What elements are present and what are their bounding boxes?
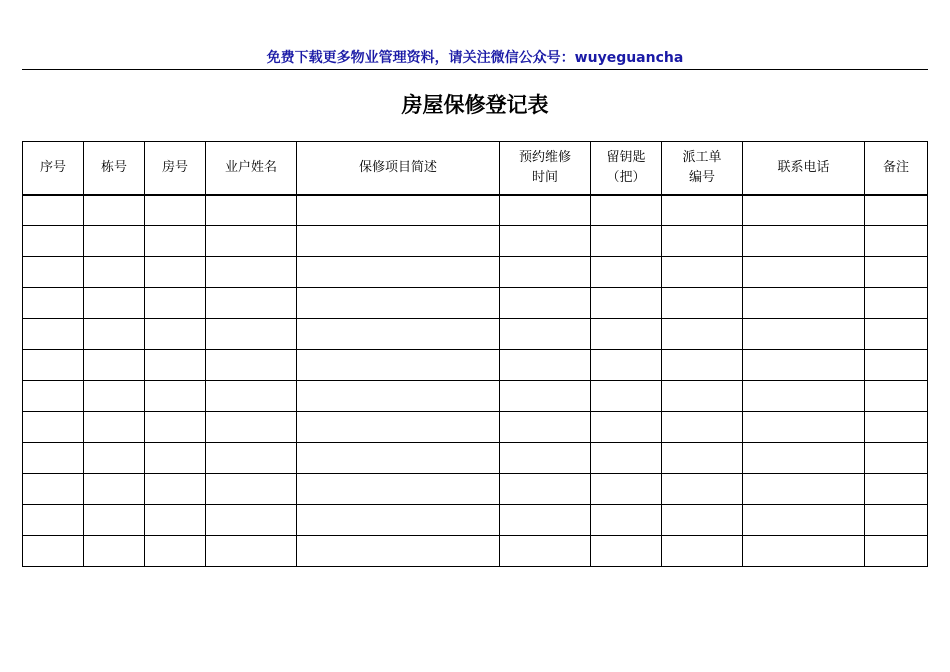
table-cell-seq (23, 443, 84, 474)
column-header-line: 编号 (688, 169, 715, 185)
table-cell-owner (206, 195, 297, 226)
table-cell-appointment (500, 381, 591, 412)
table-cell-owner (206, 319, 297, 350)
table-row (23, 381, 928, 412)
table-cell-phone (743, 288, 865, 319)
table-cell-building (84, 226, 145, 257)
table-cell-appointment (500, 257, 591, 288)
table-cell-keys (591, 443, 662, 474)
table-cell-seq (23, 505, 84, 536)
repair-register-table (22, 141, 928, 567)
table-cell-building (84, 536, 145, 567)
table-cell-building (84, 505, 145, 536)
table-cell-phone (743, 505, 865, 536)
table-cell-appointment (500, 412, 591, 443)
table-row (23, 443, 928, 474)
table-cell-items (297, 505, 500, 536)
column-header-appointment (500, 142, 591, 195)
table-cell-appointment (500, 288, 591, 319)
table-cell-room (145, 505, 206, 536)
table-cell-owner (206, 412, 297, 443)
table-cell-owner (206, 257, 297, 288)
table-cell-work_order (662, 443, 743, 474)
table-cell-remarks (865, 226, 928, 257)
table-cell-room (145, 319, 206, 350)
table-row (23, 412, 928, 443)
table-cell-room (145, 195, 206, 226)
table-cell-seq (23, 474, 84, 505)
table-cell-remarks (865, 195, 928, 226)
table-cell-building (84, 257, 145, 288)
table-cell-items (297, 381, 500, 412)
table-cell-items (297, 226, 500, 257)
table-cell-building (84, 350, 145, 381)
table-cell-building (84, 412, 145, 443)
table-cell-phone (743, 443, 865, 474)
table-cell-appointment (500, 195, 591, 226)
table-cell-keys (591, 412, 662, 443)
table-cell-keys (591, 288, 662, 319)
table-cell-work_order (662, 288, 743, 319)
table-cell-keys (591, 195, 662, 226)
header-banner-account: wuyeguancha (574, 50, 684, 66)
table-cell-keys (591, 350, 662, 381)
column-header-line: 时间 (531, 169, 558, 185)
table-cell-work_order (662, 257, 743, 288)
table-row (23, 505, 928, 536)
table-row (23, 226, 928, 257)
table-cell-seq (23, 288, 84, 319)
table-cell-keys (591, 536, 662, 567)
table-cell-remarks (865, 257, 928, 288)
column-header-line: 栋号 (100, 159, 127, 175)
column-header-line: （把） (606, 169, 646, 185)
column-header-phone (743, 142, 865, 195)
table-cell-items (297, 350, 500, 381)
table-cell-remarks (865, 474, 928, 505)
table-row (23, 288, 928, 319)
table-cell-seq (23, 536, 84, 567)
table-cell-work_order (662, 505, 743, 536)
table-cell-room (145, 350, 206, 381)
table-cell-owner (206, 226, 297, 257)
column-header-work_order (662, 142, 743, 195)
table-cell-room (145, 474, 206, 505)
table-cell-items (297, 412, 500, 443)
table-cell-seq (23, 412, 84, 443)
table-cell-seq (23, 226, 84, 257)
table-cell-remarks (865, 536, 928, 567)
table-cell-building (84, 195, 145, 226)
table-cell-remarks (865, 350, 928, 381)
table-cell-phone (743, 195, 865, 226)
table-row (23, 257, 928, 288)
table-cell-appointment (500, 226, 591, 257)
table-cell-work_order (662, 412, 743, 443)
table-cell-owner (206, 381, 297, 412)
table-cell-phone (743, 412, 865, 443)
table-header-row (23, 142, 928, 195)
table-cell-items (297, 474, 500, 505)
table-body (23, 195, 928, 567)
table-cell-work_order (662, 474, 743, 505)
header-divider (22, 69, 928, 70)
table-cell-phone (743, 536, 865, 567)
table-cell-phone (743, 257, 865, 288)
table-cell-seq (23, 257, 84, 288)
table-cell-keys (591, 381, 662, 412)
table-cell-room (145, 288, 206, 319)
table-cell-room (145, 412, 206, 443)
table-row (23, 536, 928, 567)
table-cell-phone (743, 474, 865, 505)
table-cell-remarks (865, 443, 928, 474)
table-cell-keys (591, 257, 662, 288)
table-cell-items (297, 288, 500, 319)
column-header-line: 业户姓名 (224, 159, 277, 175)
table-cell-owner (206, 474, 297, 505)
column-header-line: 预约维修 (518, 149, 571, 165)
table-cell-remarks (865, 381, 928, 412)
table-cell-items (297, 257, 500, 288)
table-cell-items (297, 443, 500, 474)
table-cell-phone (743, 319, 865, 350)
table-cell-keys (591, 474, 662, 505)
table-cell-keys (591, 226, 662, 257)
table-cell-room (145, 381, 206, 412)
table-cell-owner (206, 288, 297, 319)
column-header-line: 留钥匙 (606, 149, 646, 165)
table-cell-keys (591, 319, 662, 350)
header-banner (0, 47, 950, 69)
table-cell-seq (23, 195, 84, 226)
table-cell-owner (206, 443, 297, 474)
table-cell-appointment (500, 319, 591, 350)
table-cell-items (297, 536, 500, 567)
column-header-line: 派工单 (682, 149, 722, 165)
table-cell-owner (206, 536, 297, 567)
table-row (23, 350, 928, 381)
table-cell-items (297, 319, 500, 350)
table-cell-seq (23, 319, 84, 350)
table-cell-room (145, 536, 206, 567)
column-header-building (84, 142, 145, 195)
table-cell-appointment (500, 536, 591, 567)
header-banner-prefix: 免费下载更多物业管理资料，请关注微信公众号： (266, 50, 575, 66)
column-header-remarks (865, 142, 928, 195)
column-header-room (145, 142, 206, 195)
table-cell-building (84, 288, 145, 319)
table-cell-owner (206, 350, 297, 381)
table-cell-remarks (865, 412, 928, 443)
table-cell-building (84, 381, 145, 412)
table-cell-work_order (662, 381, 743, 412)
table-cell-phone (743, 350, 865, 381)
table-cell-work_order (662, 350, 743, 381)
table-row (23, 474, 928, 505)
column-header-seq (23, 142, 84, 195)
page-title: 房屋保修登记表 (401, 93, 549, 117)
table-cell-work_order (662, 195, 743, 226)
column-header-owner (206, 142, 297, 195)
table-cell-appointment (500, 350, 591, 381)
table-cell-keys (591, 505, 662, 536)
table-row (23, 319, 928, 350)
table-cell-work_order (662, 319, 743, 350)
column-header-items (297, 142, 500, 195)
table-cell-room (145, 443, 206, 474)
table-row (23, 195, 928, 226)
table-cell-remarks (865, 319, 928, 350)
table-cell-items (297, 195, 500, 226)
column-header-line: 保修项目简述 (358, 159, 437, 175)
table-cell-work_order (662, 226, 743, 257)
table-cell-building (84, 319, 145, 350)
table-cell-building (84, 443, 145, 474)
table-cell-appointment (500, 474, 591, 505)
table-cell-remarks (865, 505, 928, 536)
table-cell-phone (743, 226, 865, 257)
column-header-line: 房号 (161, 159, 188, 175)
table-cell-appointment (500, 443, 591, 474)
table-cell-remarks (865, 288, 928, 319)
table-cell-phone (743, 381, 865, 412)
table-cell-room (145, 257, 206, 288)
column-header-line: 序号 (39, 159, 66, 175)
table-cell-seq (23, 381, 84, 412)
table-cell-seq (23, 350, 84, 381)
column-header-keys (591, 142, 662, 195)
table-cell-owner (206, 505, 297, 536)
table-cell-room (145, 226, 206, 257)
table-cell-work_order (662, 536, 743, 567)
table-cell-building (84, 474, 145, 505)
column-header-line: 备注 (882, 159, 909, 175)
table-cell-appointment (500, 505, 591, 536)
column-header-line: 联系电话 (777, 159, 830, 175)
